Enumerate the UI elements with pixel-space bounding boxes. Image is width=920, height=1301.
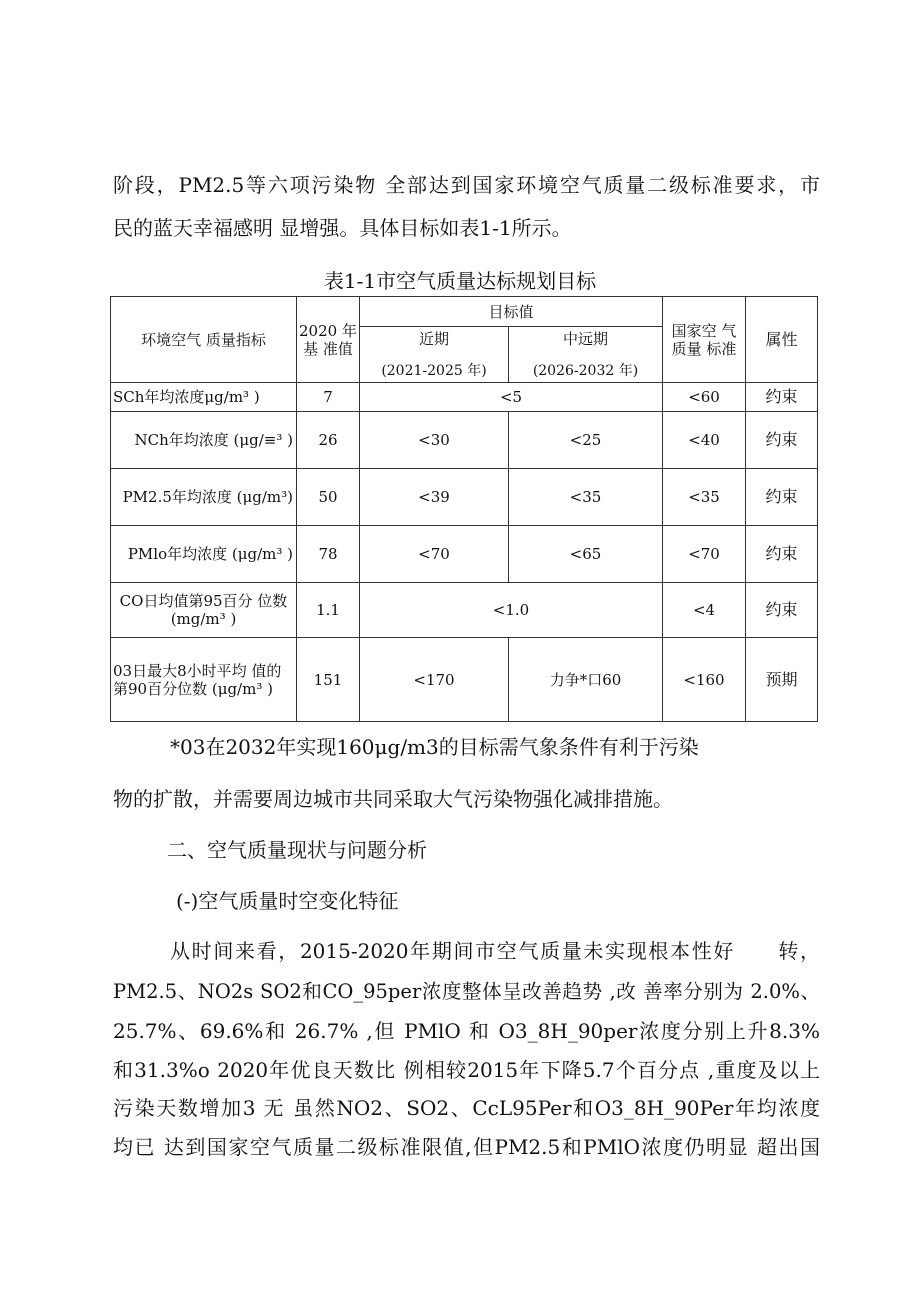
row-attribute: 约束 <box>746 383 818 412</box>
row-standard: <35 <box>663 469 746 526</box>
row-mid: 力争*口60 <box>509 638 663 722</box>
table-header-row <box>111 297 818 327</box>
header-base: 2020 年 基 准值 <box>297 297 360 383</box>
row-standard: <60 <box>663 383 746 412</box>
header-near-term: 近期 (2021-2025 年) <box>360 327 509 383</box>
row-target-merged: <5 <box>360 383 663 412</box>
row-near: <70 <box>360 526 509 583</box>
body-line-6: 均已 达到国家空气质量二级标准限值,但PM2.5和PMlO浓度仍明显 超出国 <box>113 1135 820 1159</box>
intro-line-1: 阶段，PM2.5等六项污染物 全部达到国家环境空气质量二级标准要求，市 <box>113 173 820 197</box>
row-indicator: NCh年均浓度 (μg∕≡³ ) <box>111 412 297 469</box>
row-indicator: SCh年均浓度μg∕m³ ) <box>111 383 297 412</box>
note-line-2: 物的扩散，并需要周边城市共同采取大气污染物强化减排措施。 <box>113 787 673 811</box>
table-row <box>111 526 818 583</box>
row-mid: <25 <box>509 412 663 469</box>
row-base: 78 <box>297 526 360 583</box>
table-row <box>111 383 818 412</box>
row-standard: <70 <box>663 526 746 583</box>
body-line-3: 25.7%、69.6%和 26.7% ,但 PMlO 和 O3_8H_90per浓度分别上升8.3% <box>113 1019 820 1043</box>
header-mid-term: 中远期 (2026-2032 年) <box>509 327 663 383</box>
row-target-merged: <1.0 <box>360 583 663 638</box>
row-base: 26 <box>297 412 360 469</box>
row-indicator: CO日均值第95百分 位数 (mg∕m³ ) <box>111 583 297 638</box>
table-row <box>111 412 818 469</box>
row-base: 1.1 <box>297 583 360 638</box>
header-standard: 国家空 气 质量 标准 <box>663 297 746 383</box>
body-line-1: 从时间来看，2015-2020年期间市空气质量未实现根本性好 转， <box>170 939 820 963</box>
row-indicator: 03日最大8小时平均 值的 第90百分位数 (μg∕m³ ) <box>111 638 297 722</box>
body-line-5: 污染天数增加3 无 虽然NO2、SO2、CcL95Per和O3_8H_90Per年均浓度 <box>113 1096 820 1120</box>
row-standard: <40 <box>663 412 746 469</box>
table-caption: 表1-1市空气质量达标规划目标 <box>323 269 597 293</box>
row-near: <170 <box>360 638 509 722</box>
row-standard: <4 <box>663 583 746 638</box>
row-attribute: 约束 <box>746 412 818 469</box>
note-line-1: *03在2032年实现160μg∕m3的目标需气象条件有利于污染 <box>170 735 699 759</box>
air-quality-goals-table <box>110 296 818 722</box>
row-attribute: 约束 <box>746 469 818 526</box>
row-attribute: 约束 <box>746 583 818 638</box>
row-indicator: PMlo年均浓度 (μg∕m³ ) <box>111 526 297 583</box>
row-base: 151 <box>297 638 360 722</box>
row-base: 7 <box>297 383 360 412</box>
row-near: <30 <box>360 412 509 469</box>
section-subheading: (-)空气质量时空变化特征 <box>176 889 399 913</box>
body-line-4: 和31.3%o 2020年优良天数比 例相较2015年下降5.7个百分点 ,重度及以上 <box>113 1058 820 1082</box>
row-indicator: PM2.5年均浓度 (μg∕m³) <box>111 469 297 526</box>
row-attribute: 预期 <box>746 638 818 722</box>
body-line-2: PM2.5、NO2s SO2和CO_95per浓度整体呈改善趋势 ,改 善率分别为 2.0%、 <box>113 980 820 1003</box>
intro-line-2: 民的蓝天幸福感明 显增强。具体目标如表1-1所示。 <box>113 216 572 240</box>
header-attribute: 属性 <box>746 297 818 383</box>
row-near: <39 <box>360 469 509 526</box>
table-row <box>111 638 818 722</box>
row-standard: <160 <box>663 638 746 722</box>
row-base: 50 <box>297 469 360 526</box>
table-row <box>111 583 818 638</box>
row-mid: <65 <box>509 526 663 583</box>
header-target: 目标值 <box>360 297 663 327</box>
row-mid: <35 <box>509 469 663 526</box>
section-heading: 二、空气质量现状与问题分析 <box>167 838 427 862</box>
row-attribute: 约束 <box>746 526 818 583</box>
table-row <box>111 469 818 526</box>
header-indicator: 环境空气 质量指标 <box>111 297 297 383</box>
